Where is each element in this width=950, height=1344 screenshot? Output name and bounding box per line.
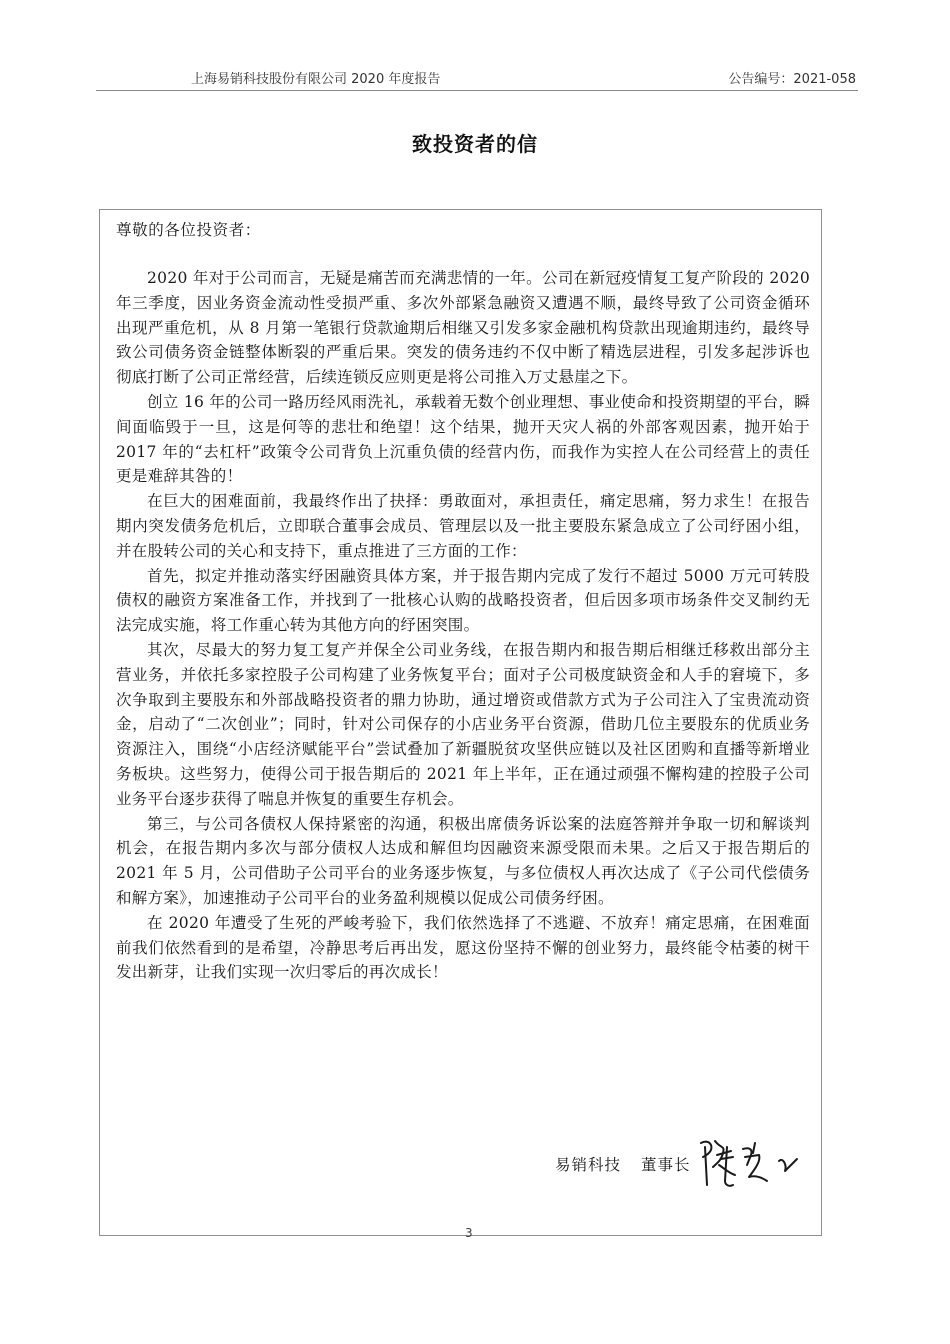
handwritten-signature xyxy=(695,1135,803,1193)
page-number: 3 xyxy=(465,1226,473,1240)
signature-role: 董事长 xyxy=(641,1156,691,1174)
paragraph: 首先，拟定并推动落实纾困融资具体方案，并于报告期内完成了发行不超过 5000 万元可转股债权的融资方案准备工作，并找到了一批核心认购的战略投资者，但后因多项市场条件交叉制约无法完成实施，将工作重心转为其他方向的纾困突围。 xyxy=(116,566,810,635)
report-header-title: 上海易销科技股份有限公司 2020 年度报告 xyxy=(191,72,441,87)
paragraph: 在 2020 年遭受了生死的严峻考验下，我们依然选择了不逃避、不放弃！痛定思痛，在困难面前我们依然看到的是希望，冷静思考后再出发，愿这份坚持不懈的创业努力，最终能令枯萎的树干发出新芽，让我们实现一次归零后的再次成长！ xyxy=(116,913,810,982)
signature-company: 易销科技 xyxy=(555,1156,622,1174)
notice-number: 公告编号：2021-058 xyxy=(728,72,856,87)
paragraph: 第三，与公司各债权人保持紧密的沟通，积极出席债务诉讼案的法庭答辩并争取一切和解谈判机会，在报告期内多次与部分债权人达成和解但均因融资来源受限而未果。之后又于报告期后的 2021 年 5 月，公司借助子公司平台的业务逐步恢复，与多位债权人再次达成了《子公司代偿债务和解方案》，加速推动子公司平台的业务盈利规模以促成公司债务纾困。 xyxy=(116,814,810,907)
letter-box xyxy=(99,209,822,1236)
paragraph: 其次，尽最大的努力复工复产并保全公司业务线，在报告期内和报告期后相继迁移救出部分主营业务，并依托多家控股子公司构建了业务恢复平台；面对子公司极度缺资金和人手的窘境下，多次争取到主要股东和外部战略投资者的鼎力协助，通过增资或借款方式为子公司注入了宝贵流动资金，启动了“二次创业”；同时，针对公司保存的小店业务平台资源，借助几位主要股东的优质业务资源注入，围绕“小店经济赋能平台”尝试叠加了新疆脱贫攻坚供应链以及社区团购和直播等新增业务板块。这些努力，使得公司于报告期后的 2021 年上半年，正在通过顽强不懈构建的控股子公司业务平台逐步获得了喘息并恢复的重要生存机会。 xyxy=(116,640,810,808)
letter-body xyxy=(116,266,810,985)
signature-row xyxy=(555,1135,803,1193)
header-divider xyxy=(96,90,858,91)
paragraph: 在巨大的困难面前，我最终作出了抉择：勇敢面对，承担责任，痛定思痛，努力求生！在报告期内突发债务危机后，立即联合董事会成员、管理层以及一批主要股东紧急成立了公司纾困小组，并在股转公司的关心和支持下，重点推进了三方面的工作： xyxy=(116,492,810,560)
salutation: 尊敬的各位投资者： xyxy=(116,221,261,239)
paragraph: 2020 年对于公司而言，无疑是痛苦而充满悲情的一年。公司在新冠疫情复工复产阶段的 2020 年三季度，因业务资金流动性受损严重、多次外部紧急融资又遭遇不顺，最终导致了公司资金循环出现严重危机，从 8 月第一笔银行贷款逾期后相继又引发多家金融机构贷款出现逾期违约，最终导致公司债务资金链整体断裂的严重后果。突发的债务违约不仅中断了精选层进程，引发多起涉诉也彻底打断了公司正常经营，后续连锁反应则更是将公司推入万丈悬崖之下。 xyxy=(116,269,810,387)
paragraph: 创立 16 年的公司一路历经风雨洗礼，承载着无数个创业理想、事业使命和投资期望的平台，瞬间面临毁于一旦，这是何等的悲壮和绝望！这个结果，抛开天灾人祸的外部客观因素，抛开始于 2017 年的“去杠杆”政策令公司背负上沉重负债的经营内伤，而我作为实控人在公司经营上的责任更是难辞其咎的！ xyxy=(116,392,810,486)
page-title: 致投资者的信 xyxy=(412,132,538,156)
